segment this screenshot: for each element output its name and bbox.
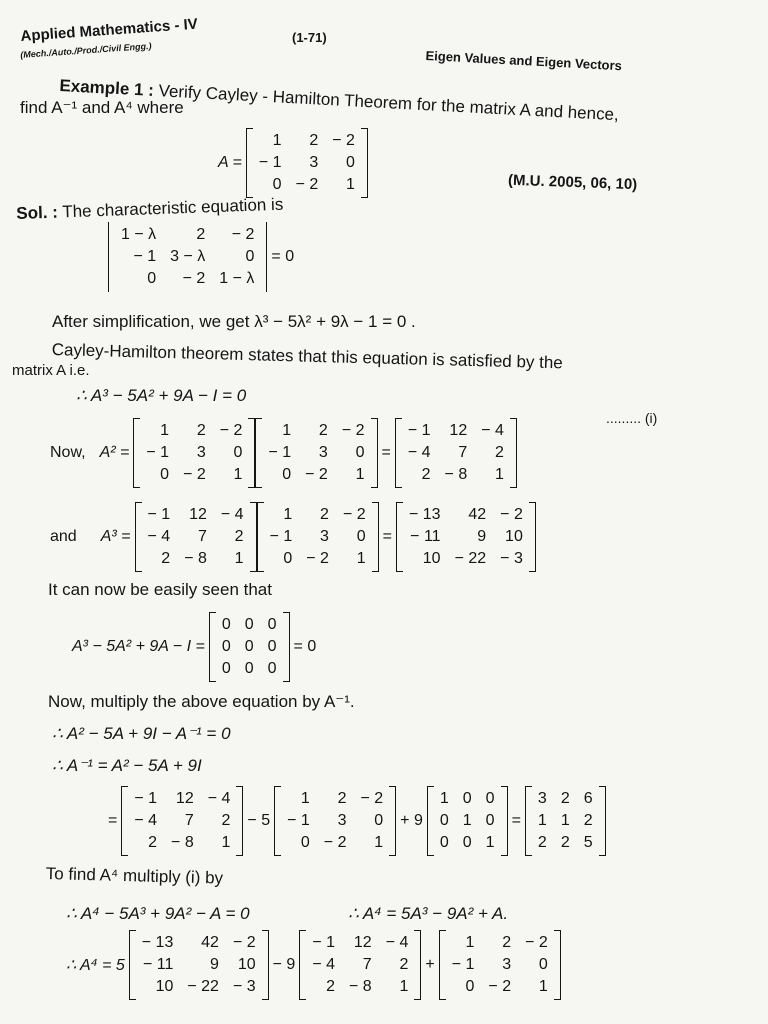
example-line-2: find A⁻¹ and A⁴ where xyxy=(20,98,184,117)
and-label: and xyxy=(50,528,77,545)
matrix-cell: − 2 xyxy=(182,270,206,287)
verification-label: A³ − 5A² + 9A − I = xyxy=(72,638,205,655)
matrix-cell: 1 xyxy=(282,422,292,439)
matrix-cell: 0 xyxy=(221,660,231,677)
matrix-cell: 2 xyxy=(320,506,329,523)
matrix-cell: 2 xyxy=(309,132,319,149)
matrix-cell: 42 xyxy=(468,506,487,523)
matrix-cell: − 2 xyxy=(488,978,512,995)
matrix-cell: 2 xyxy=(196,422,206,439)
matrix-cell: 1 xyxy=(160,422,170,439)
matrix-cell: − 2 xyxy=(306,550,329,567)
matrix-A-term xyxy=(274,786,396,856)
matrix-cell: 0 xyxy=(147,270,157,287)
matrix-cell: 2 xyxy=(560,834,570,851)
matrix-cell: 3 xyxy=(537,790,547,807)
plus-sign: + xyxy=(425,956,435,973)
matrix-cell: 0 xyxy=(272,176,282,193)
matrix-cell: − 2 xyxy=(342,506,366,523)
matrix-A-term-2 xyxy=(439,930,561,1000)
matrix-cell: 0 xyxy=(439,834,449,851)
matrix-cell: 1 xyxy=(538,978,548,995)
matrix-cell: 1 xyxy=(560,812,570,829)
branches: (Mech./Auto./Prod./Civil Engg.) xyxy=(20,40,152,60)
matrix-cell: 0 xyxy=(282,466,292,483)
matrix-cell: 3 xyxy=(318,444,328,461)
matrix-cell: − 22 xyxy=(187,978,219,995)
char-determinant xyxy=(108,222,267,292)
matrix-cell: 2 xyxy=(196,226,206,243)
matrix-cell: 1 xyxy=(283,506,293,523)
matrix-cell: − 8 xyxy=(171,834,194,851)
matrix-cell: 0 xyxy=(300,834,310,851)
matrix-cell: − 2 xyxy=(219,422,243,439)
matrix-cell: 0 xyxy=(374,812,384,829)
matrix-cell: 2 xyxy=(502,934,512,951)
matrix-cell: 1 xyxy=(355,466,365,483)
matrix-cell: 0 xyxy=(244,638,254,655)
matrix-cell: − 4 xyxy=(207,790,231,807)
a3-eq xyxy=(50,502,536,572)
multiply-line: Now, multiply the above equation by A⁻¹. xyxy=(48,692,355,711)
matrix-cell: 3 xyxy=(196,444,206,461)
minus-nine: − 9 xyxy=(272,956,296,973)
matrix-cell: − 22 xyxy=(454,550,487,567)
matrix-cell: 1 xyxy=(462,812,472,829)
matrix-cell: − 2 xyxy=(341,422,365,439)
matrix-cell: 12 xyxy=(189,506,207,523)
matrix-cell: − 4 xyxy=(312,956,336,973)
matrix-cell: 0 xyxy=(462,834,472,851)
cayley-line-1: Cayley-Hamilton theorem states that this equation is satisfied by the xyxy=(51,340,564,373)
matrix-cell: 0 xyxy=(244,616,254,633)
a2-equals: = xyxy=(381,444,391,461)
matrix-cell: 1 xyxy=(495,466,504,483)
matrix-cell: − 1 xyxy=(147,506,171,523)
matrix-cell: 2 xyxy=(560,790,570,807)
page-number: (1-71) xyxy=(292,30,327,45)
matrix-cell: 2 xyxy=(495,444,504,461)
matrix-cell: 0 xyxy=(233,444,243,461)
matrix-cell: 0 xyxy=(538,956,548,973)
matrix-cell: 3 xyxy=(320,528,329,545)
matrix-cell: 12 xyxy=(353,934,372,951)
matrix-cell: 9 xyxy=(210,956,219,973)
matrix-cell: 1 xyxy=(537,812,547,829)
matrix-cell: 0 xyxy=(465,978,475,995)
matrix-cell: 2 xyxy=(221,812,231,829)
matrix-cell: 3 xyxy=(309,154,319,171)
matrix-cell: − 1 xyxy=(258,154,282,171)
matrix-cell: 7 xyxy=(184,812,194,829)
equation-i-tag: ......... (i) xyxy=(606,410,658,426)
matrix-cell: 1 xyxy=(346,176,355,193)
matrix-cell: 7 xyxy=(458,444,468,461)
matrix-cell: − 4 xyxy=(147,528,171,545)
inverse-equals: = xyxy=(108,812,118,829)
matrix-cell: 0 xyxy=(221,616,231,633)
matrix-cell: 1 − λ xyxy=(121,226,157,243)
matrix-cell: − 8 xyxy=(184,550,207,567)
matrix-cell: 9 xyxy=(477,528,487,545)
matrix-cell: 0 xyxy=(485,812,495,829)
matrix-cell: 10 xyxy=(505,528,523,545)
matrix-cell: − 2 xyxy=(231,226,255,243)
matrix-cell: 1 − λ xyxy=(219,270,255,287)
cayley-line-2: matrix A i.e. xyxy=(12,362,90,379)
matrix-cell: − 2 xyxy=(323,834,347,851)
char-eq-zero: = 0 xyxy=(271,248,295,265)
matrix-cell: 0 xyxy=(221,638,231,655)
matrix-cell: 2 xyxy=(148,834,158,851)
matrix-cell: 0 xyxy=(245,248,255,265)
matrix-cell: 2 xyxy=(326,978,336,995)
matrix-cell: 1 xyxy=(234,550,244,567)
matrix-cell: 1 xyxy=(221,834,231,851)
sol-label: Sol. : xyxy=(16,202,59,223)
matrix-cell: − 4 xyxy=(134,812,158,829)
example-text: Verify Cayley - Hamilton Theorem for the matrix A and hence, xyxy=(158,81,620,125)
matrix-cell: 2 xyxy=(421,466,431,483)
matrix-cell: 0 xyxy=(439,812,449,829)
matrix-A3 xyxy=(396,502,536,572)
matrix-A3-term xyxy=(129,930,269,1000)
matrix-cell: 5 xyxy=(583,834,593,851)
matrix-cell: − 1 xyxy=(269,528,293,545)
matrix-cell: 0 xyxy=(283,550,293,567)
matrix-A xyxy=(246,128,368,198)
matrix-cell: 0 xyxy=(356,528,366,545)
matrix-cell: − 2 xyxy=(360,790,384,807)
plus-nine: + 9 xyxy=(400,812,423,829)
matrix-cell: 1 xyxy=(465,934,475,951)
matrix-cell: − 2 xyxy=(332,132,355,149)
matrix-cell: 10 xyxy=(155,978,174,995)
a2-label: A² = xyxy=(99,444,130,461)
sol-text: The characteristic equation is xyxy=(61,194,284,222)
inverse-line-1: ∴ A² − 5A + 9I − A⁻¹ = 0 xyxy=(52,724,231,743)
matrix-cell: − 3 xyxy=(232,978,256,995)
matrix-cell: 10 xyxy=(237,956,256,973)
example-label: Example 1 : xyxy=(59,76,155,100)
verification-zero: = 0 xyxy=(293,638,317,655)
matrix-cell: − 2 xyxy=(305,466,328,483)
a4-label: ∴ A⁴ = 5 xyxy=(66,957,125,974)
sol-line xyxy=(16,195,284,224)
matrix-cell: 0 xyxy=(346,154,355,171)
matrix-cell: 0 xyxy=(244,660,254,677)
matrix-cell: − 4 xyxy=(220,506,244,523)
matrix-cell: 0 xyxy=(267,616,277,633)
matrix-cell: 1 xyxy=(374,834,384,851)
matrix-cell: − 13 xyxy=(408,506,441,523)
matrix-cell: 7 xyxy=(362,956,372,973)
matrix-cell: 1 xyxy=(300,790,310,807)
matrix-cell: 1 xyxy=(356,550,366,567)
matrix-cell: − 4 xyxy=(481,422,504,439)
matrix-cell: 2 xyxy=(161,550,171,567)
inverse-eq xyxy=(108,786,606,856)
minus-five: − 5 xyxy=(247,812,271,829)
matrix-cell: 3 xyxy=(337,812,347,829)
matrix-cell: 1 xyxy=(233,466,243,483)
matrix-cell: 12 xyxy=(449,422,468,439)
matrix-cell: 10 xyxy=(422,550,441,567)
equation-i: ∴ A³ − 5A² + 9A − I = 0 xyxy=(76,386,247,405)
matrix-cell: 0 xyxy=(462,790,472,807)
matrix-cell: − 8 xyxy=(444,466,468,483)
matrix-A2-term-2 xyxy=(299,930,421,1000)
matrix-cell: 0 xyxy=(267,638,277,655)
matrix-cell: 12 xyxy=(175,790,194,807)
matrix-A-inverse xyxy=(525,786,606,856)
matrix-cell: 0 xyxy=(160,466,170,483)
matrix-cell: 1 xyxy=(485,834,495,851)
matrix-A2 xyxy=(395,418,517,488)
a4-eq-1: ∴ A⁴ − 5A³ + 9A² − A = 0 xyxy=(66,904,250,923)
matrix-A-eq: A = 1 2 − 2 − 1 3 0 0 − 2 1 xyxy=(218,128,368,198)
inverse-line-2: ∴ A⁻¹ = A² − 5A + 9I xyxy=(52,756,202,775)
matrix-cell: 0 xyxy=(485,790,495,807)
matrix-cell: − 4 xyxy=(385,934,409,951)
matrix-cell: 2 xyxy=(583,812,593,829)
matrix-cell: − 2 xyxy=(500,506,523,523)
easily-seen: It can now be easily seen that xyxy=(48,580,272,599)
matrix-cell: 3 xyxy=(502,956,512,973)
matrix-zero xyxy=(209,612,290,682)
a3-label: A³ = xyxy=(100,528,131,545)
matrix-cell: − 2 xyxy=(232,934,256,951)
matrix-cell: 2 xyxy=(318,422,328,439)
matrix-cell: − 1 xyxy=(407,422,431,439)
matrix-cell: − 1 xyxy=(287,812,310,829)
after-simplification: After simplification, we get λ³ − 5λ² + 9λ − 1 = 0 . xyxy=(52,312,416,331)
matrix-cell: 7 xyxy=(197,528,207,545)
matrix-cell: − 1 xyxy=(133,248,157,265)
matrix-cell: − 1 xyxy=(134,790,158,807)
a2-eq xyxy=(50,418,517,488)
matrix-cell: − 11 xyxy=(142,956,174,973)
a4-eq-2: ∴ A⁴ = 5A³ − 9A² + A. xyxy=(348,904,509,923)
matrix-cell: − 13 xyxy=(141,934,174,951)
matrix-cell: 3 − λ xyxy=(170,248,206,265)
matrix-cell: 1 xyxy=(399,978,409,995)
matrix-cell: − 8 xyxy=(349,978,372,995)
matrix-cell: − 2 xyxy=(525,934,548,951)
matrix-identity xyxy=(427,786,508,856)
matrix-cell: − 1 xyxy=(146,444,170,461)
matrix-A-3 xyxy=(257,502,379,572)
matrix-cell: 1 xyxy=(439,790,449,807)
matrix-cell: 2 xyxy=(537,834,547,851)
matrix-cell: 2 xyxy=(234,528,244,545)
university-ref: (M.U. 2005, 06, 10) xyxy=(507,171,638,194)
chapter-title: Eigen Values and Eigen Vectors xyxy=(425,48,623,74)
matrix-cell: − 3 xyxy=(500,550,523,567)
inverse-result-equals: = xyxy=(511,812,521,829)
matrix-cell: 2 xyxy=(337,790,347,807)
matrix-cell: − 1 xyxy=(451,956,475,973)
matrix-cell: 1 xyxy=(272,132,282,149)
a3-equals: = xyxy=(382,528,392,545)
matrix-cell: − 11 xyxy=(410,528,441,545)
matrix-A2-term xyxy=(121,786,243,856)
matrix-cell: 0 xyxy=(355,444,365,461)
matrix-cell: − 1 xyxy=(312,934,336,951)
matrix-cell: − 2 xyxy=(295,176,319,193)
matrix-cell: 42 xyxy=(201,934,219,951)
matrix-cell: 6 xyxy=(583,790,593,807)
matrix-cell: 2 xyxy=(399,956,409,973)
matrix-cell: − 2 xyxy=(183,466,206,483)
matrix-cell: − 4 xyxy=(407,444,431,461)
matrix-A2-factor xyxy=(135,502,257,572)
matrix-cell: − 1 xyxy=(268,444,292,461)
find-a4-line: To find A⁴ multiply (i) by xyxy=(45,864,224,888)
verification-eq xyxy=(72,612,320,682)
matrix-A-2 xyxy=(255,418,377,488)
now-label: Now, xyxy=(50,444,86,461)
char-eq xyxy=(108,222,298,292)
book-title: Applied Mathematics - IV xyxy=(20,15,199,45)
a4-computation xyxy=(66,930,561,1000)
matrix-cell: 0 xyxy=(267,660,277,677)
matrix-A-1 xyxy=(133,418,255,488)
